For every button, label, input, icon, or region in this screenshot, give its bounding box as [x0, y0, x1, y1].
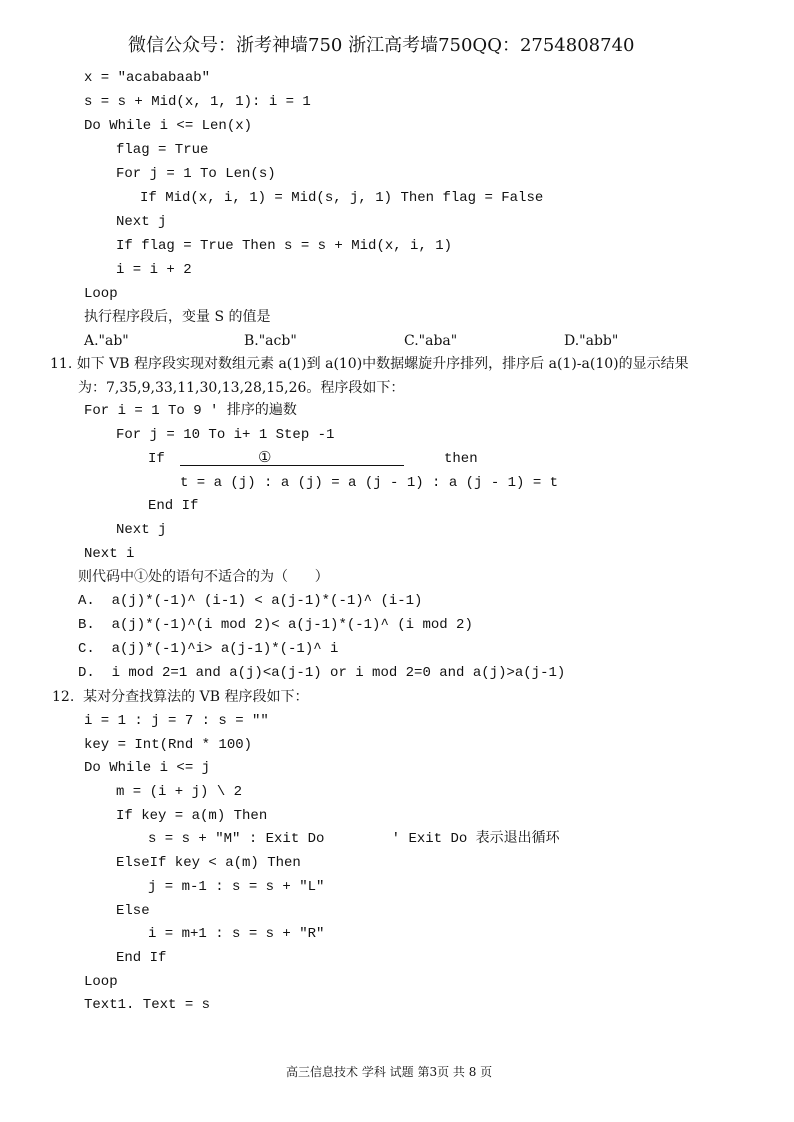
code-line: For j = 10 To i+ 1 Step -1 [116, 427, 335, 443]
option-c: C. a(j)*(-1)^i> a(j-1)*(-1)^ i [78, 641, 339, 657]
code-line: Loop [84, 974, 118, 990]
code-line: i = m+1 : s = s + "R" [148, 926, 325, 942]
option-a: A."ab" [84, 333, 129, 349]
question-prompt: 执行程序段后，变量 S 的值是 [84, 309, 271, 325]
code-line: Else [116, 903, 150, 919]
code-line: Text1. Text = s [84, 997, 211, 1013]
code-line: s = s + Mid(x, 1, 1): i = 1 [84, 94, 311, 110]
option-d: D."abb" [564, 333, 619, 349]
code-line: m = (i + j) \ 2 [116, 784, 243, 800]
code-line: then [444, 451, 478, 467]
code-line: End If [116, 950, 167, 966]
code-line: Next i [84, 546, 135, 562]
code-line: ElseIf key < a(m) Then [116, 855, 301, 871]
option-d: D. i mod 2=1 and a(j)<a(j-1) or i mod 2=0 and a(j)>a(j-1) [78, 665, 566, 681]
code-line: Loop [84, 286, 118, 302]
code-line: If [148, 451, 165, 467]
code-line: j = m-1 : s = s + "L" [148, 879, 325, 895]
option-b: B."acb" [244, 333, 297, 349]
question-prompt: 则代码中①处的语句不适合的为（ ） [78, 569, 329, 585]
code-line: flag = True [116, 142, 209, 158]
blank-marker: ① [258, 448, 272, 466]
code-line: If Mid(x, i, 1) = Mid(s, j, 1) Then flag = False [140, 190, 544, 206]
option-a: A. a(j)*(-1)^ (i-1) < a(j-1)*(-1)^ (i-1) [78, 593, 423, 609]
code-line: Next j [116, 214, 167, 230]
code-line: If flag = True Then s = s + Mid(x, i, 1) [116, 238, 453, 254]
code-line: Do While i <= j [84, 760, 211, 776]
option-c: C."aba" [404, 333, 458, 349]
code-line: s = s + "M" : Exit Do ' Exit Do 表示退出循环 [148, 831, 560, 847]
question-stem: 11. 如下 VB 程序段实现对数组元素 a(1)到 a(10)中数据螺旋升序排列，排序后 a(1)-a(10)的显示结果 [50, 356, 689, 372]
question-stem: 为：7,35,9,33,11,30,13,28,15,26。程序段如下： [78, 380, 405, 396]
page-header: 微信公众号：浙考神墙750 浙江高考墙750QQ：2754808740 [128, 35, 635, 56]
page-footer: 高三信息技术 学科 试题 第3页 共 8 页 [286, 1065, 493, 1079]
code-line: x = "acababaab" [84, 70, 211, 86]
code-line: Do While i <= Len(x) [84, 118, 253, 134]
code-line: i = 1 : j = 7 : s = "" [84, 713, 269, 729]
code-line: For i = 1 To 9 ' 排序的遍数 [84, 403, 297, 419]
question-stem: 12. 某对分查找算法的 VB 程序段如下： [52, 689, 309, 705]
code-line: key = Int(Rnd * 100) [84, 737, 253, 753]
code-line: End If [148, 498, 199, 514]
code-line: t = a (j) : a (j) = a (j - 1) : a (j - 1) = t [180, 475, 559, 491]
code-line: i = i + 2 [116, 262, 192, 278]
answer-blank [180, 465, 404, 466]
code-line: Next j [116, 522, 167, 538]
code-line: For j = 1 To Len(s) [116, 166, 276, 182]
code-line: If key = a(m) Then [116, 808, 268, 824]
option-b: B. a(j)*(-1)^(i mod 2)< a(j-1)*(-1)^ (i mod 2) [78, 617, 473, 633]
